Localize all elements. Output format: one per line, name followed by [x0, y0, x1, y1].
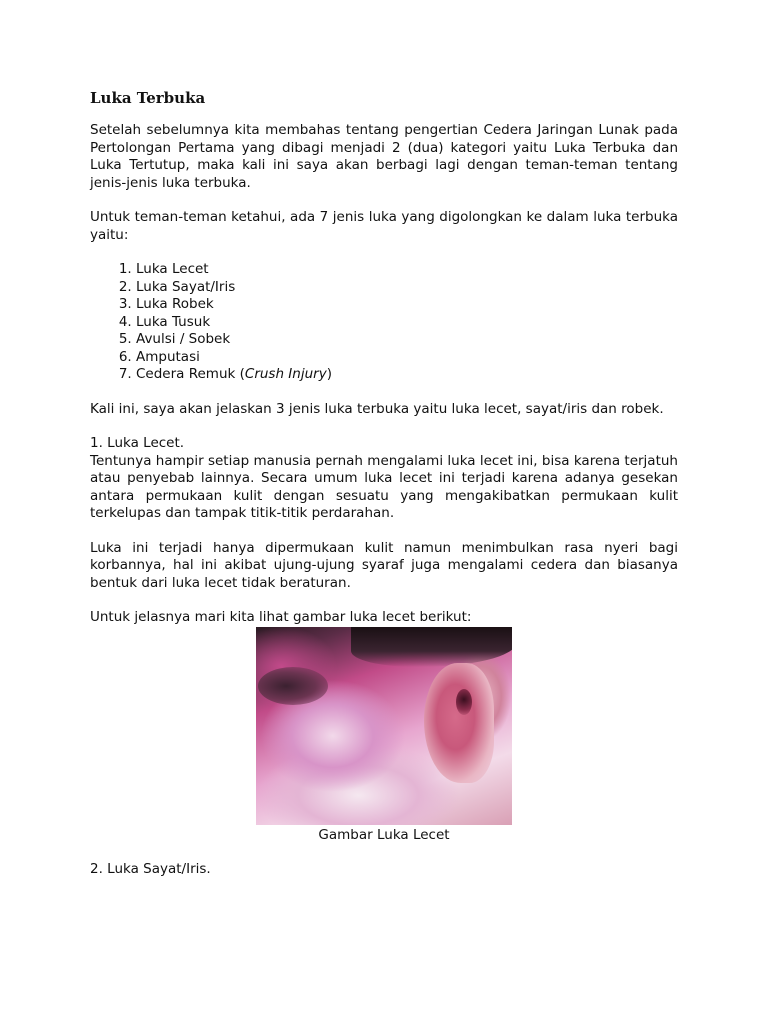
- wound-type-item: 1. Luka Lecet: [136, 261, 678, 279]
- photo-hair: [351, 627, 512, 667]
- explanation-paragraph: Kali ini, saya akan jelaskan 3 jenis luka terbuka yaitu luka lecet, sayat/iris dan robek.: [90, 400, 664, 417]
- wound-type-item: 5. Avulsi / Sobek: [136, 331, 678, 349]
- photo-eye: [258, 667, 328, 705]
- photo-ear-canal: [456, 689, 472, 715]
- wound-type-7-italic: Crush Injury: [244, 366, 327, 382]
- section-1-heading: 1. Luka Lecet.: [90, 435, 185, 451]
- section-1-paragraph-1: Tentunya hampir setiap manusia pernah mengalami luka lecet ini, bisa karena terjatuh atau penyebab lainnya. Secara umum luka lecet ini terjadi karena adanya gesekan antara permukaan kulit dengan sesuatu yang mengakibatkan permukaan kulit terkelupas dan tampak titik-titik perdarahan.: [90, 452, 678, 521]
- abrasion-photo: [256, 627, 512, 825]
- wound-type-item: 6. Amputasi: [136, 349, 678, 367]
- wound-type-item: 4. Luka Tusuk: [136, 314, 678, 332]
- wound-type-item: [136, 366, 678, 384]
- wound-type-item: 3. Luka Robek: [136, 296, 678, 314]
- section-2-heading: 2. Luka Sayat/Iris.: [90, 861, 211, 877]
- section-1-paragraph-3: Untuk jelasnya mari kita lihat gambar luka lecet berikut:: [90, 609, 472, 625]
- wound-type-item: 2. Luka Sayat/Iris: [136, 279, 678, 297]
- wound-count-paragraph: Untuk teman-teman ketahui, ada 7 jenis luka yang digolongkan ke dalam luka terbuka yaitu:: [90, 209, 678, 243]
- wound-type-list: [90, 261, 678, 384]
- intro-paragraph: Setelah sebelumnya kita membahas tentang pengertian Cedera Jaringan Lunak pada Pertolongan Pertama yang dibagi menjadi 2 (dua) kategori yaitu Luka Terbuka dan Luka Tertutup, maka kali ini saya akan berbagi lagi dengan teman-teman tentang jenis-jenis luka terbuka.: [90, 122, 678, 191]
- wound-type-7-prefix: Cedera Remuk (: [136, 366, 245, 382]
- figure-caption: Gambar Luka Lecet: [318, 826, 450, 843]
- abrasion-figure: [90, 627, 678, 845]
- document-title: Luka Terbuka: [90, 89, 206, 107]
- photo-ear: [424, 663, 494, 783]
- section-1-paragraph-2: Luka ini terjadi hanya dipermukaan kulit namun menimbulkan rasa nyeri bagi korbannya, hal ini akibat ujung-ujung syaraf juga mengalami cedera dan biasanya bentuk dari luka lecet tidak beraturan.: [90, 539, 678, 591]
- wound-type-7-suffix: ): [326, 366, 332, 382]
- document-page: [90, 88, 678, 879]
